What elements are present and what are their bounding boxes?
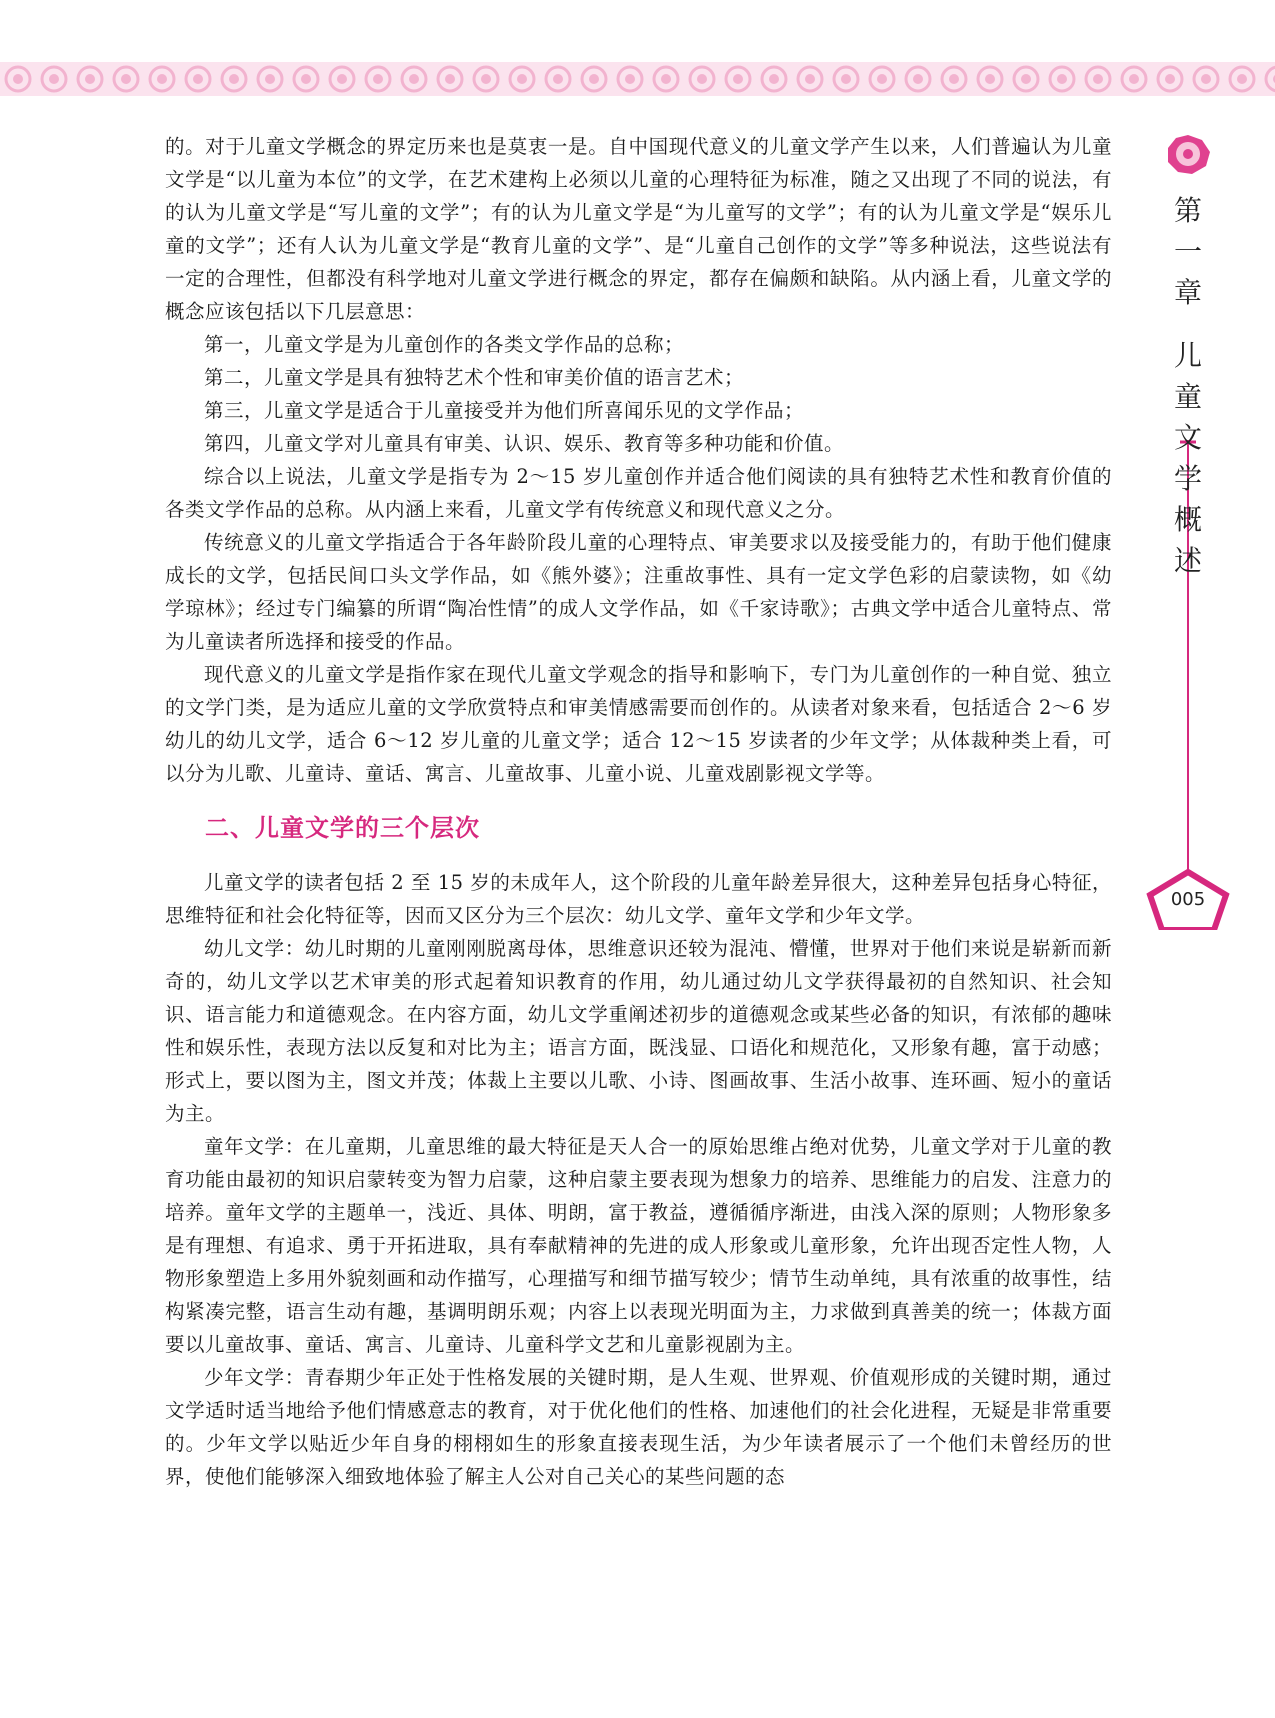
border-ornament-dot xyxy=(1129,74,1139,84)
border-ornament-dot xyxy=(841,74,851,84)
border-ornament-dot xyxy=(1057,74,1067,84)
border-ornament-dot xyxy=(1201,74,1211,84)
border-ornament-dot xyxy=(481,74,491,84)
border-ornament-dot xyxy=(985,74,995,84)
list-item: 第三，儿童文学是适合于儿童接受并为他们所喜闻乐见的文学作品； xyxy=(204,399,805,422)
paragraph: 传统意义的儿童文学指适合于各年龄阶段儿童的心理特点、审美要求以及接受能力的，有助于他们健康成长的文学，包括民间口头文学作品，如《熊外婆》；注重故事性、具有一定文学色彩的启蒙读物，如《幼学琼林》；经过专门编纂的所谓“陶冶性情”的成人文学作品，如《千家诗歌》；古典文学中适合儿童特点、常为儿童读者所选择和接受的作品。 xyxy=(165,531,1112,653)
border-ornament-dot xyxy=(1165,74,1175,84)
chapter-char: 学 xyxy=(1173,462,1202,495)
chapter-char: 童 xyxy=(1173,380,1202,413)
border-ornament-dot xyxy=(769,74,779,84)
paragraph: 现代意义的儿童文学是指作家在现代儿童文学观念的指导和影响下，专门为儿童创作的一种自觉、独立的文学门类，是为适应儿童的文学欣赏特点和审美情感需要而创作的。从读者对象来看，包括适合 2～6 岁幼儿的幼儿文学，适合 6～12 岁儿童的儿童文学；适合 12～15 岁读者的少年文学；从体裁种类上看，可以分为儿歌、儿童诗、童话、寓言、儿童故事、儿童小说、儿童戏剧影视文学等。 xyxy=(165,663,1112,785)
border-ornament-dot xyxy=(517,74,527,84)
list-item: 第四，儿童文学对儿童具有审美、认识、娱乐、教育等多种功能和价值。 xyxy=(204,432,845,455)
border-ornament-dot xyxy=(13,74,23,84)
border-ornament-dot xyxy=(1093,74,1103,84)
chapter-char: 一 xyxy=(1173,235,1202,268)
border-ornament-dot xyxy=(553,74,563,84)
paragraph: 童年文学：在儿童期，儿童思维的最大特征是天人合一的原始思维占绝对优势，儿童文学对于儿童的教育功能由最初的知识启蒙转变为智力启蒙，这种启蒙主要表现为想象力的培养、思维能力的启发、注意力的培养。童年文学的主题单一，浅近、具体、明朗，富于教益，遵循循序渐进，由浅入深的原则；人物形象多是有理想、有追求、勇于开拓进取，具有奉献精神的先进的成人形象或儿童形象，允许出现否定性人物，人物形象塑造上多用外貌刻画和动作描写，心理描写和细节描写较少；情节生动单纯，具有浓重的故事性，结构紧凑完整，语言生动有趣，基调明朗乐观；内容上以表现光明面为主，力求做到真善美的统一；体裁方面要以儿童故事、童话、寓言、儿童诗、儿童科学文艺和儿童影视剧为主。 xyxy=(165,1135,1112,1356)
border-ornament-dot xyxy=(949,74,959,84)
border-ornament-dot xyxy=(301,74,311,84)
border-ornament-dot xyxy=(157,74,167,84)
list-item: 第一，儿童文学是为儿童创作的各类文学作品的总称； xyxy=(204,333,685,356)
list-item: 第二，儿童文学是具有独特艺术个性和审美价值的语言艺术； xyxy=(204,366,745,389)
paragraph: 综合以上说法，儿童文学是指专为 2～15 岁儿童创作并适合他们阅读的具有独特艺术性和教育价值的各类文学作品的总称。从内涵上来看，儿童文学有传统意义和现代意义之分。 xyxy=(165,465,1112,521)
border-ornament-dot xyxy=(733,74,743,84)
border-ornament-dot xyxy=(877,74,887,84)
page-body xyxy=(165,130,1112,1493)
decorative-top-border xyxy=(0,62,1275,96)
border-ornament-dot xyxy=(373,74,383,84)
border-ornament-dot xyxy=(1021,74,1031,84)
border-ornament-dot xyxy=(49,74,59,84)
border-ornament-dot xyxy=(229,74,239,84)
paragraph: 少年文学：青春期少年正处于性格发展的关键时期，是人生观、世界观、价值观形成的关键时期，通过文学适时适当地给予他们情感意志的教育，对于优化他们的性格、加速他们的社会化进程，无疑是非常重要的。少年文学以贴近少年自身的栩栩如生的形象直接表现生活，为少年读者展示了一个他们未曾经历的世界，使他们能够深入细致地体验了解主人公对自己关心的某些问题的态 xyxy=(165,1366,1112,1488)
border-ornament-dot xyxy=(1237,74,1247,84)
chapter-title-vertical xyxy=(1160,190,1216,581)
chapter-char: 文 xyxy=(1173,421,1202,454)
paragraph: 儿童文学的读者包括 2 至 15 岁的未成年人，这个阶段的儿童年龄差异很大，这种差异包括身心特征，思维特征和社会化特征等，因而又区分为三个层次：幼儿文学、童年文学和少年文学。 xyxy=(165,871,1112,927)
chapter-char: 儿 xyxy=(1173,339,1202,372)
chapter-char: 述 xyxy=(1173,544,1202,577)
border-ornament-dot xyxy=(265,74,275,84)
chapter-char: 章 xyxy=(1173,276,1202,309)
section-heading: 二、儿童文学的三个层次 xyxy=(205,814,480,842)
border-ornament-dot xyxy=(409,74,419,84)
border-ornament-dot xyxy=(661,74,671,84)
flower-icon xyxy=(1168,135,1210,174)
chapter-char: 第 xyxy=(1173,194,1202,227)
border-ornament-dot xyxy=(589,74,599,84)
chapter-char xyxy=(1160,313,1216,335)
border-ornament-dot xyxy=(913,74,923,84)
border-ornament-dot xyxy=(445,74,455,84)
border-ornament-dot xyxy=(625,74,635,84)
paragraph: 的。对于儿童文学概念的界定历来也是莫衷一是。自中国现代意义的儿童文学产生以来，人们普遍认为儿童文学是“以儿童为本位”的文学，在艺术建构上必须以儿童的心理特征为标准，随之又出现了不同的说法，有的认为儿童文学是“写儿童的文学”；有的认为儿童文学是“为儿童写的文学”；有的认为儿童文学是“娱乐儿童的文学”；还有人认为儿童文学是“教育儿童的文学”、是“儿童自己创作的文学”等多种说法，这些说法有一定的合理性，但都没有科学地对儿童文学进行概念的界定，都存在偏颇和缺陷。从内涵上看，儿童文学的概念应该包括以下几层意思： xyxy=(165,135,1112,323)
page-number: 005 xyxy=(1170,889,1206,910)
border-ornament-dot xyxy=(337,74,347,84)
border-ornament-dot xyxy=(193,74,203,84)
border-ornament-dot xyxy=(805,74,815,84)
chapter-char: 概 xyxy=(1173,503,1202,536)
border-ornament-dot xyxy=(697,74,707,84)
border-ornament-dot xyxy=(85,74,95,84)
paragraph: 幼儿文学：幼儿时期的儿童刚刚脱离母体，思维意识还较为混沌、懵懂，世界对于他们来说是崭新而新奇的，幼儿文学以艺术审美的形式起着知识教育的作用，幼儿通过幼儿文学获得最初的自然知识、社会知识、语言能力和道德观念。在内容方面，幼儿文学重阐述初步的道德观念或某些必备的知识，有浓郁的趣味性和娱乐性，表现方法以反复和对比为主；语言方面，既浅显、口语化和规范化，又形象有趣，富于动感；形式上，要以图为主，图文并茂；体裁上主要以儿歌、小诗、图画故事、生活小故事、连环画、短小的童话为主。 xyxy=(165,937,1112,1125)
border-ornament-dot xyxy=(121,74,131,84)
